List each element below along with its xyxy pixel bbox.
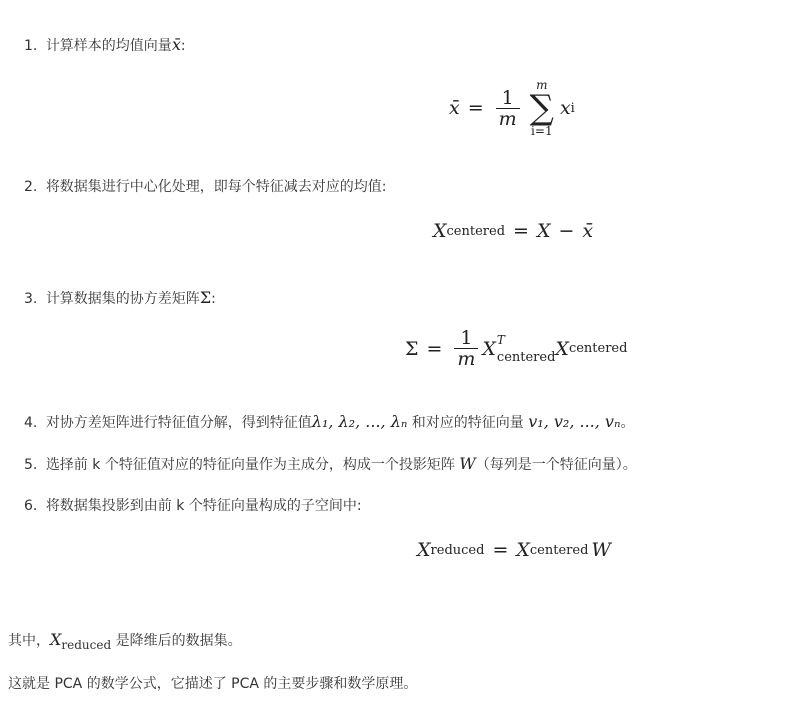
formula-lhs: X bbox=[417, 539, 431, 561]
step-text: 对协方差矩阵进行特征值分解，得到特征值 bbox=[45, 415, 312, 431]
projection-matrix-symbol: W bbox=[459, 454, 476, 473]
formula-lhs-subscript: reduced bbox=[430, 542, 485, 558]
step-number: 1. bbox=[24, 38, 38, 54]
summation bbox=[530, 78, 554, 138]
sum-lower-limit: i=1 bbox=[531, 124, 553, 138]
step-number: 5. bbox=[24, 457, 38, 473]
step-text: （每列是一个特征向量）。 bbox=[475, 457, 637, 473]
matrix-x-transposed: X bbox=[482, 337, 496, 360]
sum-upper-limit: m bbox=[536, 78, 548, 92]
minus-sign: − bbox=[558, 220, 575, 242]
step-number: 6. bbox=[24, 498, 38, 514]
matrix-x-centered: X bbox=[555, 337, 569, 360]
equals-sign: = bbox=[492, 539, 509, 561]
where-note bbox=[8, 630, 242, 655]
step-number: 4. bbox=[24, 415, 38, 431]
step-text: 选择前 k 个特征值对应的特征向量作为主成分，构成一个投影矩阵 bbox=[45, 457, 460, 473]
formula-lhs: Σ bbox=[405, 337, 419, 360]
sum-term: x bbox=[559, 97, 571, 119]
reduced-symbol: X bbox=[50, 630, 62, 649]
step-2 bbox=[24, 177, 387, 197]
note-text: 其中， bbox=[8, 633, 50, 649]
step-tail: : bbox=[180, 38, 186, 54]
formula-mean bbox=[449, 78, 575, 138]
fraction-denominator: m bbox=[496, 108, 520, 129]
math-symbol: x̄ bbox=[171, 35, 181, 54]
centered-subscript: centered bbox=[568, 341, 628, 356]
step-number: 3. bbox=[24, 291, 38, 307]
step-text: 和对应的特征向量 bbox=[407, 415, 529, 431]
fraction-denominator: m bbox=[454, 348, 478, 369]
transpose-superscript: T bbox=[496, 332, 505, 347]
math-symbol: Σ bbox=[199, 288, 212, 307]
step-6 bbox=[24, 496, 362, 516]
step-text: 将数据集进行中心化处理，即每个特征减去对应的均值: bbox=[45, 179, 387, 195]
step-tail: : bbox=[211, 291, 216, 307]
summary-note bbox=[8, 674, 417, 694]
formula-reduced bbox=[417, 539, 611, 561]
sigma-symbol: ∑ bbox=[529, 88, 554, 128]
centered-subscript: centered bbox=[529, 542, 589, 558]
sum-term-index: i bbox=[570, 100, 575, 116]
step-1 bbox=[24, 35, 186, 56]
step-5 bbox=[24, 454, 637, 475]
eigenvectors: v₁, v₂, ..., vₙ bbox=[528, 412, 621, 431]
fraction-numerator: 1 bbox=[501, 86, 514, 109]
matrix-x: X bbox=[536, 220, 551, 242]
formula-centered bbox=[433, 220, 593, 242]
mean-vector: x̄ bbox=[582, 220, 594, 242]
eigenvalues: λ₁, λ₂, ..., λₙ bbox=[311, 412, 408, 431]
equals-sign: = bbox=[513, 220, 529, 242]
step-number: 2. bbox=[24, 179, 38, 195]
equals-sign: = bbox=[467, 97, 484, 119]
summary-text: 这就是 PCA 的数学公式，它描述了 PCA 的主要步骤和数学原理。 bbox=[8, 676, 418, 692]
fraction-numerator: 1 bbox=[460, 327, 473, 349]
sub-superscript bbox=[497, 333, 556, 365]
fraction bbox=[454, 328, 478, 369]
formula-lhs: X bbox=[433, 220, 447, 242]
step-3 bbox=[24, 288, 216, 309]
projection-matrix: W bbox=[591, 539, 611, 561]
reduced-subscript: reduced bbox=[61, 638, 112, 652]
fraction bbox=[496, 88, 520, 129]
step-4 bbox=[24, 412, 634, 433]
step-text: 计算数据集的协方差矩阵 bbox=[45, 291, 200, 307]
matrix-x-centered: X bbox=[516, 539, 530, 561]
equals-sign: = bbox=[426, 337, 443, 360]
centered-subscript: centered bbox=[496, 349, 556, 365]
step-text: 计算样本的均值向量 bbox=[45, 38, 172, 54]
step-text: 将数据集投影到由前 k 个特征向量构成的子空间中: bbox=[45, 498, 362, 514]
step-tail: 。 bbox=[620, 415, 635, 431]
formula-lhs: x̄ bbox=[449, 97, 460, 119]
note-text: 是降维后的数据集。 bbox=[111, 633, 242, 649]
formula-covariance bbox=[405, 328, 627, 369]
formula-lhs-subscript: centered bbox=[446, 223, 506, 239]
